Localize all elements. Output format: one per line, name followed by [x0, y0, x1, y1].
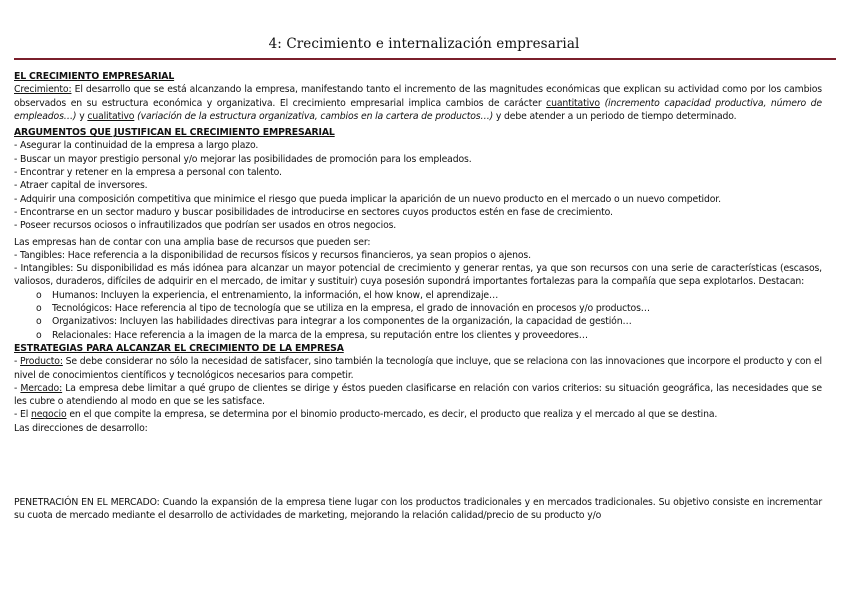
crecimiento-definition: Crecimiento: El desarrollo que se está alcanzando la empresa, manifestando tanto el incremento de las magnitudes económicas que explican su actividad como por los cambios observados en su estructura económica y organizativa. El crecimiento empresarial implica cambios de carácter cuantitativo (incremento capacidad productiva, número de empleados…) y cualitativo (variación de la estructura organizativa, cambios en la cartera de productos…) y debe atender a un periodo de tiempo determinado. — [14, 84, 823, 122]
estrategia-producto: - Producto: Se debe considerar no sólo la necesidad de satisfacer, sino también la tecnología que incluye, que se relaciona con las innovaciones que incorpore el producto y con el nivel de conocimientos científicos y tecnológicos necesarios para competir. — [14, 356, 822, 381]
list-item: o Relacionales: Hace referencia a la imagen de la marca de la empresa, su reputación entre los clientes y proveedores… — [36, 329, 822, 342]
recursos-tangibles: - Tangibles: Hace referencia a la disponibilidad de recursos físicos y recursos financieros, ya sean propios o ajenos. — [14, 249, 531, 261]
list-item: - Adquirir una composición competitiva que minimice el riesgo que pueda implicar la aparición de un nuevo producto en el mercado o un nuevo competidor. — [14, 193, 721, 205]
intangibles-list — [14, 289, 822, 342]
page-title: 4: Crecimiento e internalización empresarial — [268, 36, 580, 52]
penetracion-mercado: PENETRACIÓN EN EL MERCADO: Cuando la expansión de la empresa tiene lugar con los productos tradicionales y en mercados tradicionales. Su objetivo consiste en incrementar su cuota de mercado mediante el desarrollo de actividades de marketing, mejorando la relación calidad/precio de su producto y/o — [14, 497, 822, 522]
list-item: - Encontrar y retener en la empresa a personal con talento. — [14, 167, 282, 179]
document-body — [14, 70, 822, 523]
direcciones-desarrollo: Las direcciones de desarrollo: — [14, 422, 148, 434]
cuantitativo-term: cuantitativo — [546, 97, 600, 109]
section-heading-estrategias: ESTRATEGIAS PARA ALCANZAR EL CRECIMIENTO DE LA EMPRESA — [14, 342, 344, 354]
cualitativo-term: cualitativo — [87, 110, 135, 122]
recursos-intangibles: - Intangibles: Su disponibilidad es más idónea para alcanzar un mayor potencial de crecimiento y generar rentas, ya que son recursos con una serie de características (escasos, valiosos, duraderos, difíciles de adquirir en el mercado, de imitar y sustituir) cuya posesión supondrá importantes fortalezas para la compañía que sepa explotarlos. Destacan: — [14, 263, 822, 288]
title-divider — [14, 58, 836, 60]
producto-term: Producto: — [20, 356, 63, 368]
section-heading-argumentos: ARGUMENTOS QUE JUSTIFICAN EL CRECIMIENTO EMPRESARIAL — [14, 127, 335, 139]
argumentos-list — [14, 139, 822, 232]
list-item: - Atraer capital de inversores. — [14, 180, 148, 192]
list-item: - Buscar un mayor prestigio personal y/o mejorar las posibilidades de promoción para los empleados. — [14, 153, 472, 165]
list-item: - Asegurar la continuidad de la empresa a largo plazo. — [14, 140, 259, 152]
list-item: - Poseer recursos ociosos o infrautilizados que podrían ser usados en otros negocios. — [14, 220, 397, 232]
list-item: - Encontrarse en un sector maduro y buscar posibilidades de introducirse en sectores cuyos productos estén en fase de crecimiento. — [14, 206, 613, 218]
section-heading-crecimiento: EL CRECIMIENTO EMPRESARIAL — [14, 71, 175, 82]
recursos-intro: Las empresas han de contar con una amplia base de recursos que pueden ser: — [14, 236, 371, 248]
crecimiento-term: Crecimiento: — [14, 84, 72, 96]
list-item: o Tecnológicos: Hace referencia al tipo de tecnología que se utiliza en la empresa, el grado de innovación en procesos y/o productos… — [36, 302, 822, 315]
list-item: o Humanos: Incluyen la experiencia, el entrenamiento, la información, el how know, el aprendizaje… — [36, 289, 822, 302]
negocio-term: negocio — [30, 409, 67, 421]
estrategia-negocio: - El negocio en el que compite la empresa, se determina por el binomio producto-mercado, es decir, el producto que realiza y el mercado al que se destina. — [14, 409, 718, 421]
mercado-term: Mercado: — [20, 382, 63, 394]
estrategia-mercado: - Mercado: La empresa debe limitar a qué grupo de clientes se dirige y éstos pueden clasificarse en relación con varios criterios: su situación geográfica, las necesidades que se les cubre o atendiendo al modo en que se les satisface. — [14, 382, 822, 408]
diagram-placeholder — [14, 435, 822, 496]
list-item: o Organizativos: Incluyen las habilidades directivas para integrar a los componentes de la organización, la capacidad de gestión… — [36, 315, 822, 328]
